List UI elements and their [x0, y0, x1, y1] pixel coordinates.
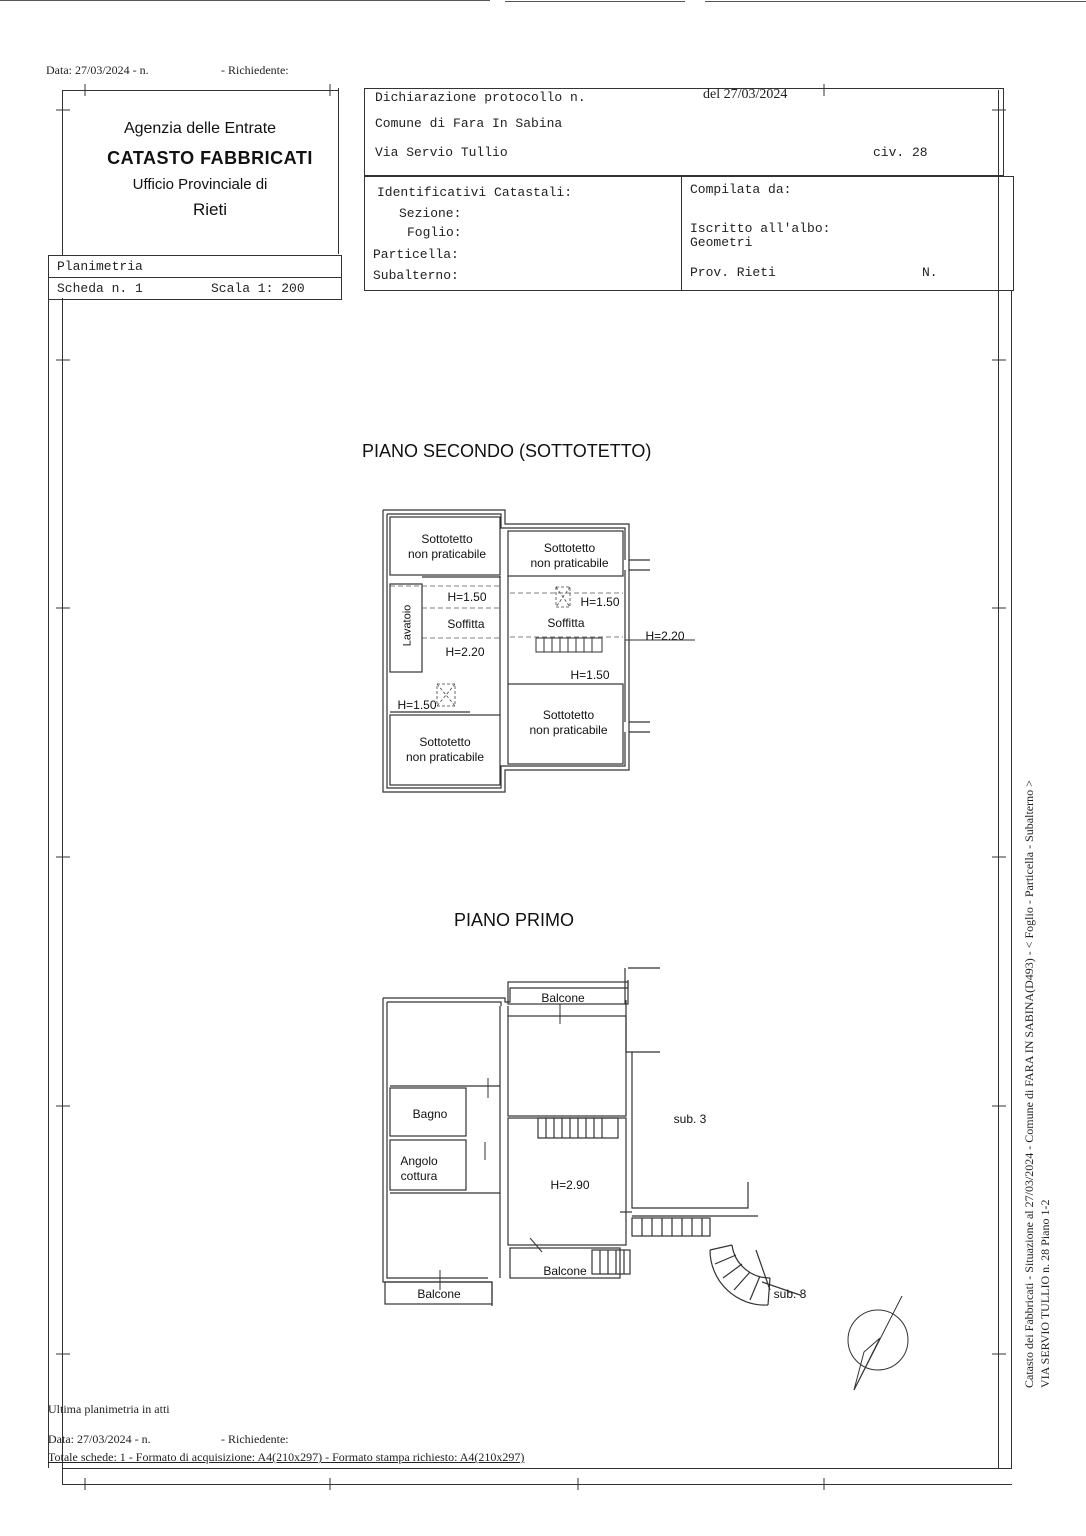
balcone-top: Balcone: [541, 991, 585, 1005]
albo-value: Geometri: [690, 235, 753, 250]
identifiers-title: Identificativi Catastali:: [377, 185, 573, 200]
subalterno-label: Subalterno:: [373, 268, 459, 283]
room-sottotetto-nw: [392, 532, 502, 562]
top-date-label: Data: 27/03/2024 - n.: [46, 63, 149, 77]
scheda-label: Scheda n. 1: [57, 281, 143, 296]
declaration-date: del 27/03/2024: [703, 87, 788, 102]
room-sottotetto-ne-label: Sottotetto non praticabile: [530, 541, 609, 570]
footer-totale: Totale schede: 1 - Formato di acquisizione: A4(210x297) - Formato stampa richiesto: A4(210x297): [48, 1450, 525, 1464]
room-angolo-cottura-label: Angolo cottura: [400, 1154, 438, 1183]
room-sottotetto-sw-label: Sottotetto non praticabile: [405, 735, 485, 764]
height-label: H=2.20: [645, 629, 685, 643]
sezione-label: Sezione:: [399, 206, 462, 221]
footer-requester: - Richiedente:: [221, 1432, 289, 1446]
foglio-label: Foglio:: [407, 225, 462, 240]
civ-label: civ. 28: [873, 145, 928, 160]
room-soffitta-w: Soffitta: [447, 617, 485, 631]
footer-ultima: Ultima planimetria in atti: [48, 1402, 170, 1416]
room-height-290: H=2.90: [550, 1178, 590, 1192]
protocol-label: Dichiarazione protocollo n.: [375, 90, 586, 105]
room-angolo-cottura: [391, 1154, 447, 1184]
office-label: Ufficio Provinciale di: [132, 176, 268, 193]
height-label: H=1.50: [580, 595, 620, 609]
floor2-title: PIANO SECONDO (SOTTOTETTO): [362, 441, 652, 461]
comune-label: Comune di Fara In Sabina: [375, 116, 563, 131]
planimetria-label: Planimetria: [57, 259, 143, 274]
particella-label: Particella:: [373, 247, 459, 262]
albo-label: Iscritto all'albo:: [690, 221, 831, 236]
height-label: H=2.20: [445, 645, 485, 659]
floor1-title: PIANO PRIMO: [454, 910, 575, 930]
sub3-label: sub. 3: [673, 1112, 707, 1126]
height-label: H=1.50: [397, 698, 437, 712]
top-requester-label: - Richiedente:: [221, 63, 289, 77]
height-label: H=1.50: [570, 668, 610, 682]
footer-date: Data: 27/03/2024 - n.: [48, 1432, 151, 1446]
balcone-bottom: Balcone: [417, 1287, 461, 1301]
room-sottotetto-sw: [390, 735, 500, 765]
prov-label: Prov. Rieti: [690, 265, 776, 280]
north-arrow-icon: [840, 1290, 920, 1400]
room-bagno: Bagno: [412, 1107, 448, 1121]
via-label: Via Servio Tullio: [375, 145, 508, 160]
room-lavatoio: Lavatoio: [401, 604, 414, 647]
scala-label: Scala 1: 200: [211, 281, 305, 296]
side-text-catasto: Catasto dei Fabbricati - Situazione al 27/03/2024 - Comune di FARA IN SABINA(D493) - < Foglio - Particella - Subalterno >: [1022, 780, 1036, 1388]
side-text-address: VIA SERVIO TULLIO n. 28 Piano 1-2: [1038, 1199, 1052, 1388]
room-sottotetto-se: [511, 708, 626, 738]
room-sottotetto-nw-label: Sottotetto non praticabile: [407, 532, 487, 561]
room-sottotetto-ne: [512, 541, 627, 571]
office-city: Rieti: [192, 200, 227, 219]
compiled-title: Compilata da:: [690, 182, 792, 197]
n-label: N.: [922, 265, 938, 280]
agency-name: Agenzia delle Entrate: [123, 120, 277, 137]
balcone-mid: Balcone: [543, 1264, 587, 1278]
catasto-title: CATASTO FABBRICATI: [107, 148, 313, 168]
height-label: H=1.50: [447, 590, 487, 604]
floor1-plan: [370, 960, 820, 1310]
sub8-label: sub. 8: [773, 1287, 807, 1301]
room-sottotetto-se-label: Sottotetto non praticabile: [529, 708, 608, 737]
room-soffitta-e: Soffitta: [547, 616, 585, 630]
